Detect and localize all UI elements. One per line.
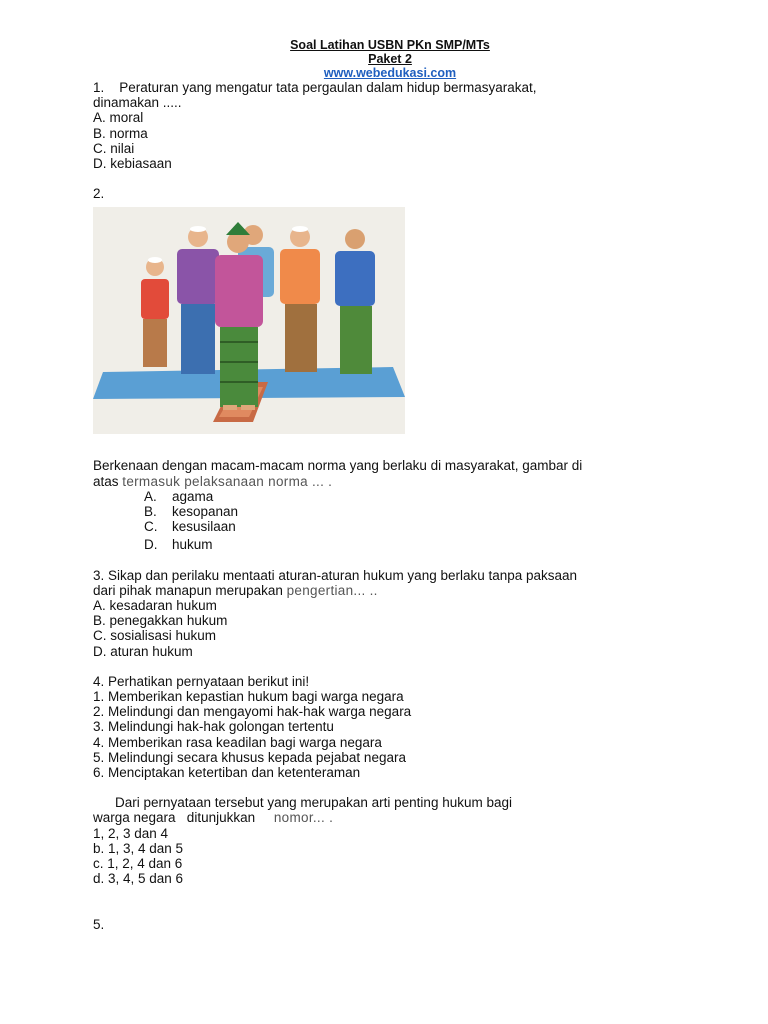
- question-2-line2: [93, 474, 693, 489]
- question-4-prompt-line1: Dari pernyataan tersebut yang merupakan arti penting hukum bagi: [115, 795, 512, 811]
- statement-6: 6. Menciptakan ketertiban dan ketenteraman: [93, 765, 361, 781]
- question-2-option-c: [144, 519, 693, 534]
- website-link[interactable]: www.webedukasi.com: [323, 66, 457, 80]
- question-3-option-d: D. aturan hukum: [93, 643, 193, 659]
- question-2: [93, 186, 693, 552]
- question-2-line2-end: termasuk pelaksanaan norma ... .: [122, 473, 333, 489]
- prayer-illustration-drawing: [93, 207, 405, 434]
- question-3-option-c: C. sosialisasi hukum: [93, 628, 217, 644]
- question-1-option-c: C. nilai: [93, 140, 135, 156]
- statement-5: 5. Melindungi secara khusus kepada pejabat negara: [93, 749, 406, 765]
- question-4: [93, 674, 693, 887]
- option-text: kesopanan: [172, 504, 239, 520]
- option-letter: A.: [144, 488, 157, 504]
- question-3-option-a: A. kesadaran hukum: [93, 598, 217, 614]
- question-2-line1: Berkenaan dengan macam-macam norma yang berlaku di masyarakat, gambar di: [93, 458, 583, 474]
- question-2-line2-start: atas: [93, 473, 123, 489]
- question-2-option-d: [144, 537, 693, 552]
- statement-2: 2. Melindungi dan mengayomi hak-hak warga negara: [93, 704, 412, 720]
- question-3-line2-end: pengertian... ..: [286, 582, 378, 598]
- question-3-line2-start: dari pihak manapun merupakan: [93, 582, 287, 598]
- option-text: agama: [172, 488, 214, 504]
- question-2-options: [93, 489, 693, 553]
- question-4-prompt-line2: [93, 810, 693, 825]
- question-4-option-b: b. 1, 3, 4 dan 5: [93, 840, 184, 856]
- statement-1: 1. Memberikan kepastian hukum bagi warga negara: [93, 689, 404, 705]
- question-1-option-d: D. kebiasaan: [93, 156, 172, 172]
- question-1-line1: [93, 80, 693, 95]
- question-2-option-a: [144, 489, 693, 504]
- question-4-option-a: 1, 2, 3 dan 4: [93, 825, 169, 841]
- question-4-prompt-start: warga negara ditunjukkan: [93, 810, 274, 826]
- option-text: hukum: [172, 537, 213, 553]
- question-2-number: 2.: [93, 186, 105, 202]
- document-page: [93, 38, 693, 932]
- option-letter: C.: [144, 519, 158, 535]
- question-3: [93, 568, 693, 659]
- question-1-text: Peraturan yang mengatur tata pergaulan dalam hidup bermasyarakat,: [119, 80, 537, 95]
- document-title: Soal Latihan USBN PKn SMP/MTs: [290, 38, 490, 52]
- question-4-prompt-end: nomor... .: [273, 810, 334, 826]
- question-3-line2: [93, 583, 693, 598]
- document-subtitle: Paket 2: [368, 52, 412, 66]
- statement-3: 3. Melindungi hak-hak golongan tertentu: [93, 719, 334, 735]
- question-1-option-a: A. moral: [93, 110, 144, 126]
- option-letter: B.: [144, 504, 157, 520]
- question-2-option-b: [144, 504, 693, 519]
- option-letter: D.: [144, 537, 158, 553]
- question-1-line2: dinamakan .....: [93, 95, 182, 111]
- question-4-line1: 4. Perhatikan pernyataan berikut ini!: [93, 673, 310, 689]
- question-1-number: 1.: [93, 80, 105, 95]
- prayer-illustration: [93, 207, 405, 434]
- question-1-option-b: B. norma: [93, 125, 148, 141]
- question-4-option-c: c. 1, 2, 4 dan 6: [93, 856, 183, 872]
- document-header: [93, 38, 687, 80]
- option-text: kesusilaan: [172, 519, 236, 535]
- question-4-option-d: d. 3, 4, 5 dan 6: [93, 871, 184, 887]
- question-3-line1: 3. Sikap dan perilaku mentaati aturan-aturan hukum yang berlaku tanpa paksaan: [93, 567, 578, 583]
- question-3-option-b: B. penegakkan hukum: [93, 613, 228, 629]
- statement-4: 4. Memberikan rasa keadilan bagi warga negara: [93, 734, 382, 750]
- question-1: [93, 80, 693, 171]
- question-5-number: 5.: [93, 916, 105, 932]
